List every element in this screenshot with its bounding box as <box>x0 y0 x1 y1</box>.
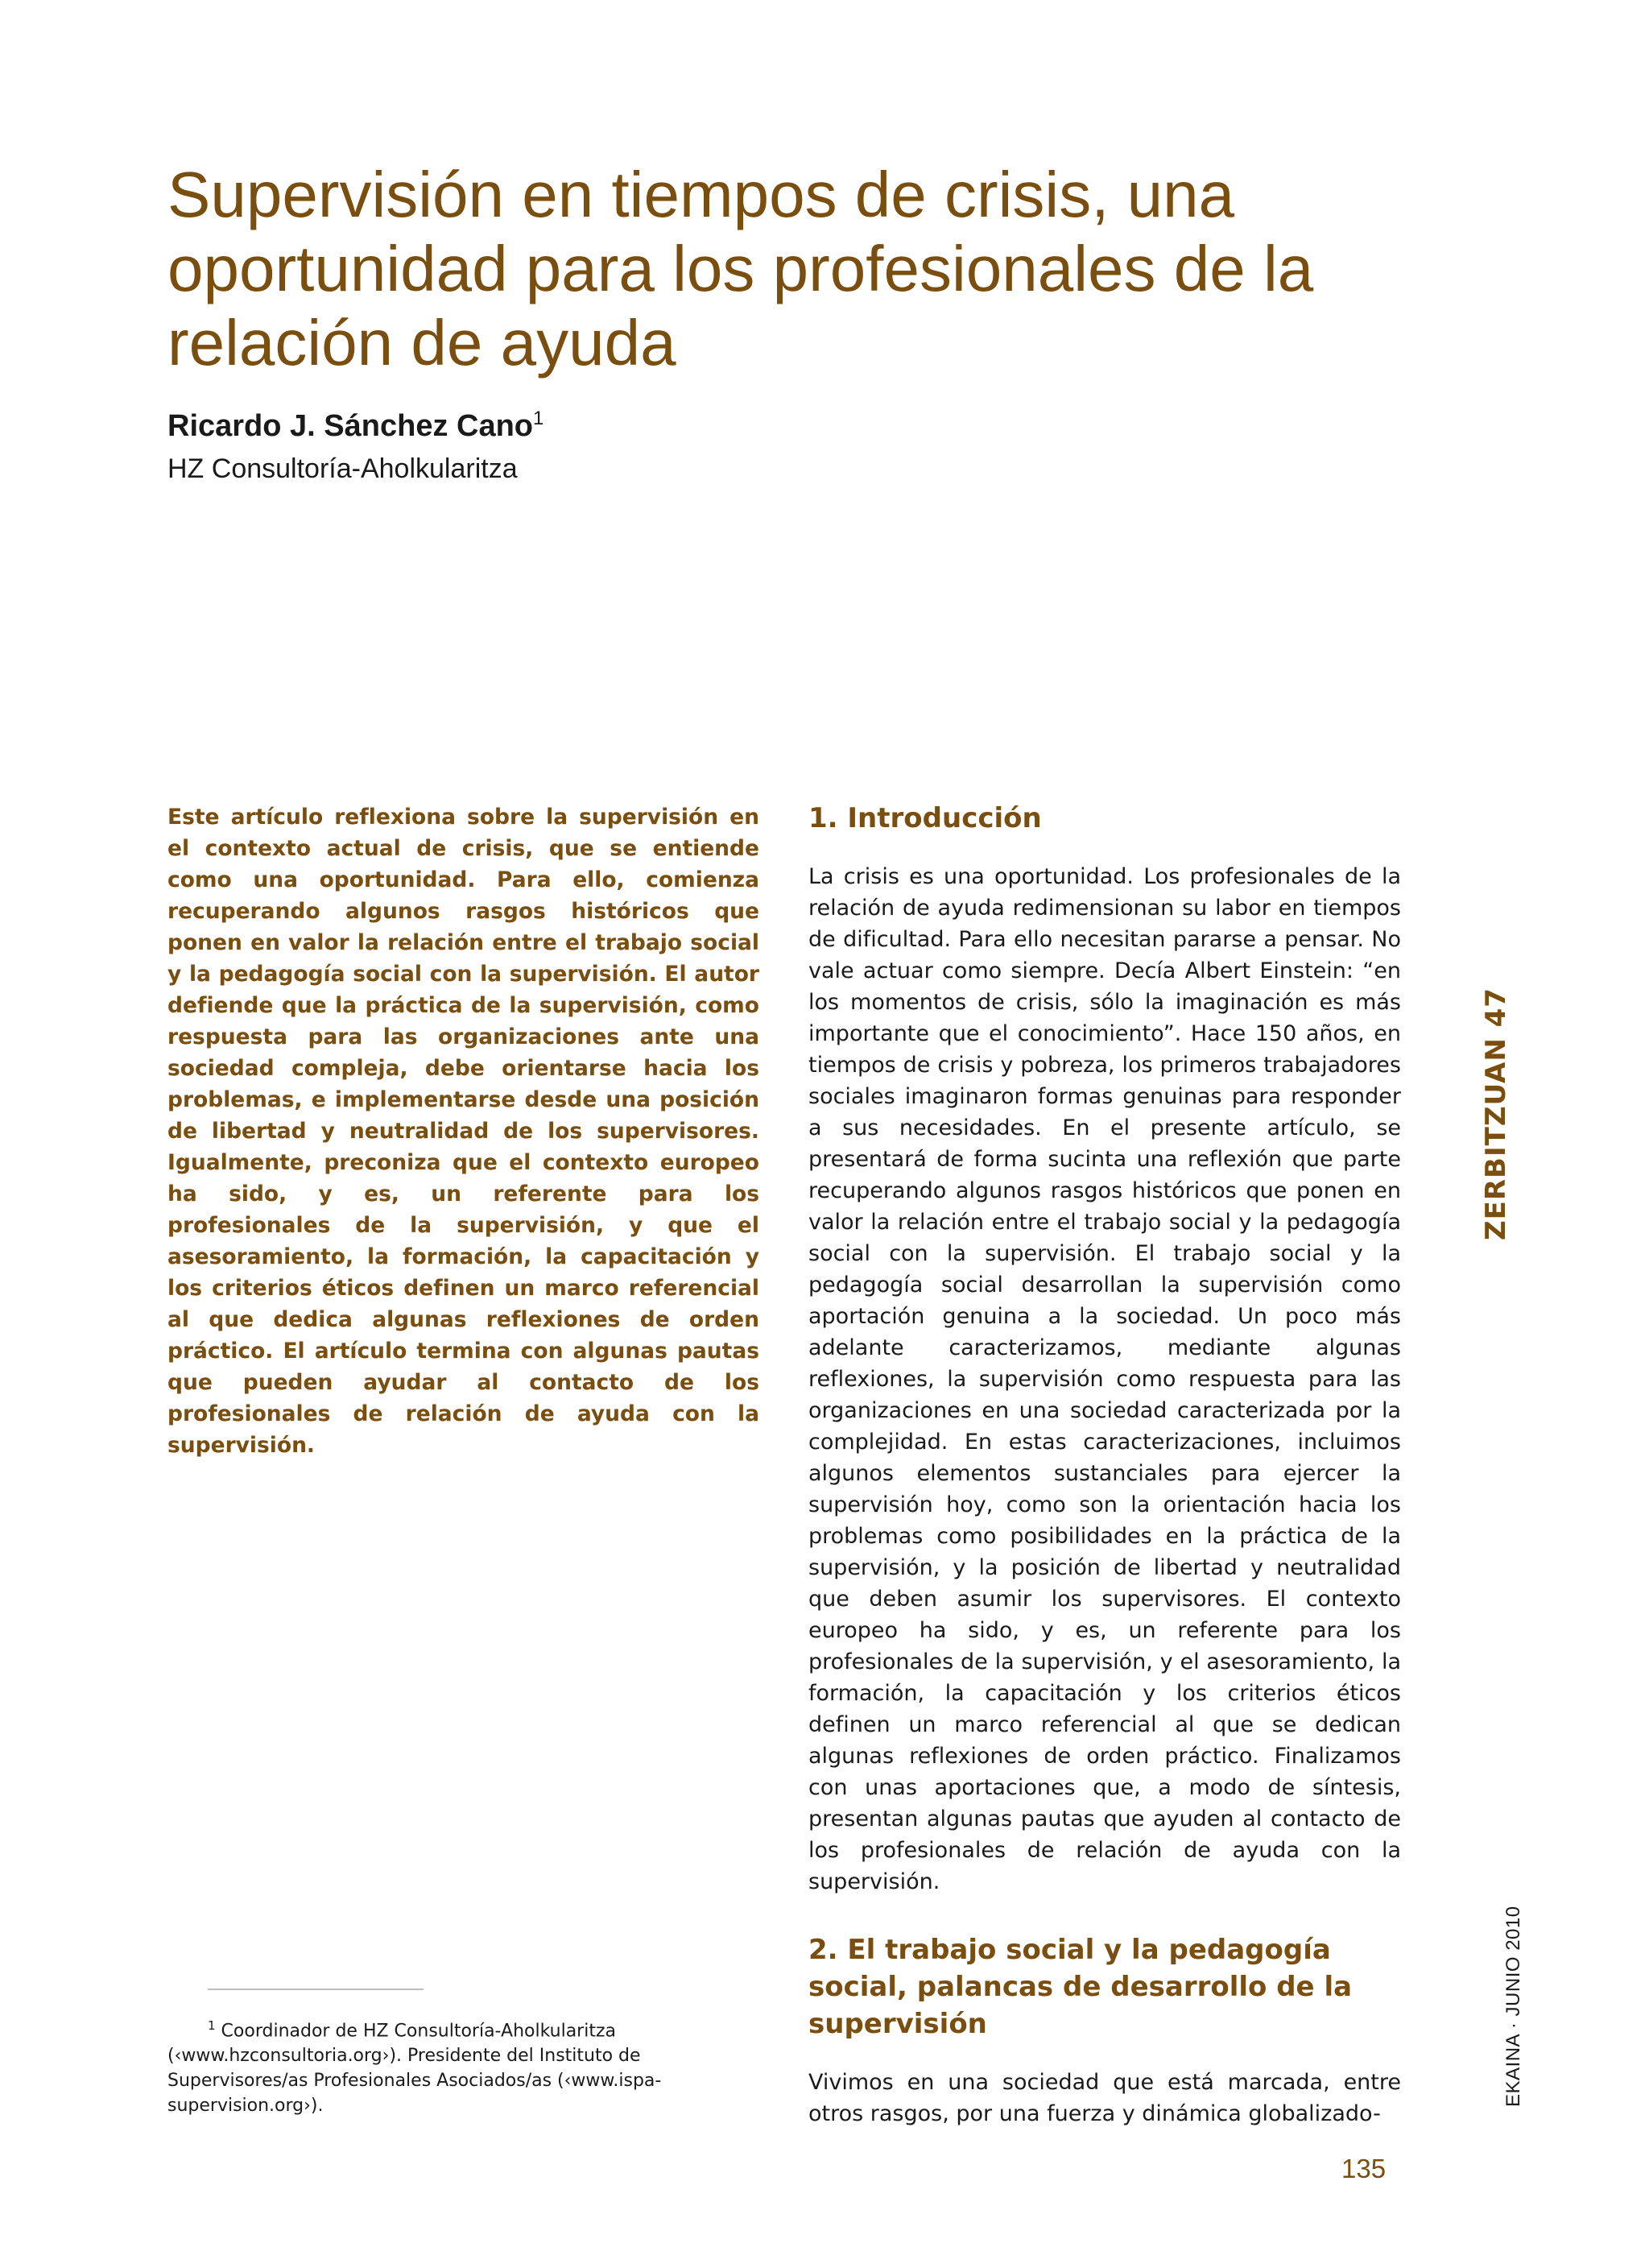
footnote-text: Coordinador de HZ Consultoría-Aholkularitza (‹www.hzconsultoria.org›). Presidente del Instituto de Supervisores/as Profesionales Asociados/as (‹www.ispa-supervision.org›). <box>167 2021 662 2117</box>
page-number: 135 <box>1341 2154 1387 2183</box>
article-title: Supervisión en tiempos de crisis, una oportunidad para los profesionales de la relación de ayuda <box>167 159 1314 379</box>
section-heading-2: 2. El trabajo social y la pedagogía social, palancas de desarrollo de la supervisión <box>808 1934 1353 2040</box>
footnote-mark: 1 <box>208 2018 216 2033</box>
article-author <box>167 408 543 444</box>
section-introduction <box>808 800 1401 1898</box>
author-footnote-mark: 1 <box>533 408 544 429</box>
abstract: Este artículo reflexiona sobre la supervisión en el contexto actual de crisis, que se entiende como una oportunidad. Para ello, comienza recuperando algunos rasgos históricos que ponen en valor la relación entre el trabajo social y la pedagogía social con la supervisión. El autor defiende que la práctica de la supervisión, como respuesta para las organizaciones ante una sociedad compleja, debe orientarse hacia los problemas, e implementarse desde una posición de libertad y neutralidad de los supervisores. Igualmente, preconiza que el contexto europeo ha sido, y es, un referente para los profesionales de la supervisión, y que el asesoramiento, la formación, la capacitación y los criterios éticos definen un marco referencial al que dedica algunas reflexiones de orden práctico. El artículo termina con algunas pautas que pueden ayudar al contacto de los profesionales de relación de ayuda con la supervisión. <box>167 805 759 1458</box>
author-affiliation: HZ Consultoría-Aholkularitza <box>167 453 518 484</box>
journal-name: ZERBITZUAN 47 <box>1480 987 1512 1240</box>
footnote-divider <box>208 1989 424 1990</box>
journal-date: EKAINA · JUNIO 2010 <box>1502 1906 1524 2107</box>
section-trabajo-social <box>808 1931 1401 2129</box>
author-name: Ricardo J. Sánchez Cano <box>167 409 534 443</box>
footnote <box>167 2013 759 2118</box>
section-body-1: La crisis es una oportunidad. Los profesionales de la relación de ayuda redimensionan su labor en tiempos de dificultad. Para ello necesitan pararse a pensar. No vale actuar como siempre. Decía Albert Einstein: “en los momentos de crisis, sólo la imaginación es más importante que el conocimiento”. Hace 150 años, en tiempos de crisis y pobreza, los primeros trabajadores sociales imaginaron formas genuinas para responder a sus necesidades. En el presente artículo, se presentará de forma sucinta una reflexión que parte recuperando algunos rasgos históricos que ponen en valor la relación entre el trabajo social y la pedagogía social con la supervisión. El trabajo social y la pedagogía social desarrollan la supervisión como aportación genuina a la sociedad. Un poco más adelante caracterizamos, mediante algunas reflexiones, la supervisión como respuesta para las organizaciones en una sociedad caracterizada por la complejidad. En estas caracterizaciones, incluimos algunos elementos sustanciales para ejercer la supervisión hoy, como son la orientación hacia los problemas como posibilidades en la práctica de la supervisión, y la posición de libertad y neutralidad que deben asumir los supervisores. El contexto europeo ha sido, y es, un referente para los profesionales de la supervisión, y el asesoramiento, la formación, la capacitación y los criterios éticos definen un marco referencial al que se dedican algunas reflexiones de orden práctico. Finalizamos con unas aportaciones que, a modo de síntesis, presentan algunas pautas que ayuden al contacto de los profesionales de relación de ayuda con la supervisión. <box>808 864 1401 1894</box>
section-body-2: Vivimos en una sociedad que está marcada, entre otros rasgos, por una fuerza y dinámica globalizado- <box>808 2070 1401 2126</box>
section-heading-1: 1. Introducción <box>808 802 1042 834</box>
